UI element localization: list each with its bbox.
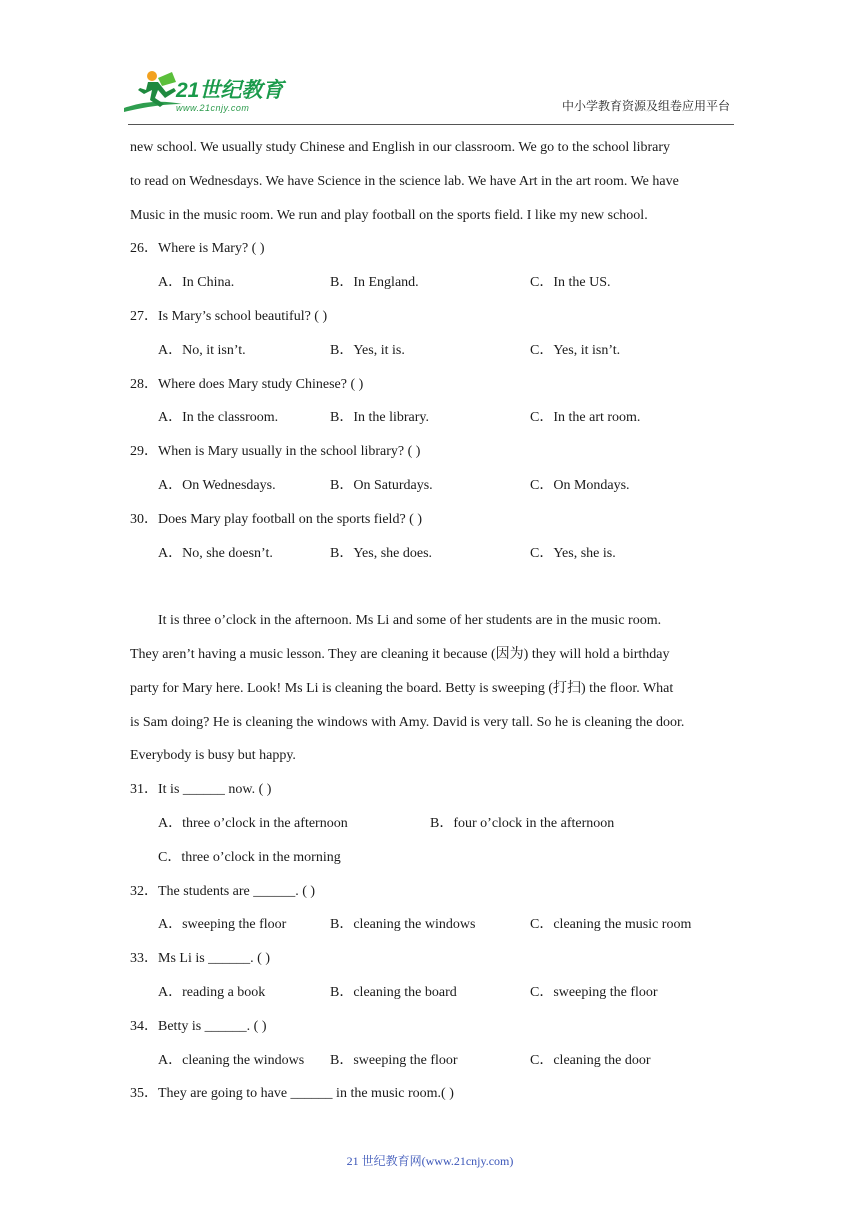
question-28: 28．Where does Mary study Chinese? ( ) xyxy=(130,376,364,392)
question-31-options-row-1 xyxy=(130,807,736,841)
option-b: B．cleaning the windows xyxy=(330,917,476,933)
option-a: A．On Wednesdays. xyxy=(158,477,276,493)
option-b: B．In England. xyxy=(330,275,419,291)
question-27-options xyxy=(130,334,736,368)
option-a: A．reading a book xyxy=(158,984,266,1000)
option-b: B．cleaning the board xyxy=(330,984,457,1000)
passage-1-line-3: Music in the music room. We run and play football on the sports field. I like my new school. xyxy=(130,207,648,223)
option-a: A．No, it isn’t. xyxy=(158,342,246,358)
option-b: B．In the library. xyxy=(330,410,430,426)
question-32: 32．The students are ______. ( ) xyxy=(130,883,316,899)
question-31: 31．It is ______ now. ( ) xyxy=(130,782,272,798)
passage-2-line-3: party for Mary here. Look! Ms Li is cleaning the board. Betty is sweeping (打扫) the floor. What xyxy=(130,680,674,696)
question-34-options xyxy=(130,1044,736,1078)
option-c: C．three o’clock in the morning xyxy=(158,849,341,865)
question-26: 26．Where is Mary? ( ) xyxy=(130,241,265,257)
question-30-options xyxy=(130,537,736,571)
option-c: C．cleaning the door xyxy=(530,1052,651,1068)
passage-2-line-1: It is three o’clock in the afternoon. Ms Li and some of her students are in the music room. xyxy=(158,613,662,629)
option-c: C．sweeping the floor xyxy=(530,984,658,1000)
question-26-options xyxy=(130,266,736,300)
passage-1-line-2: to read on Wednesdays. We have Science in the science lab. We have Art in the art room. We have xyxy=(130,173,679,189)
option-a: A．No, she doesn’t. xyxy=(158,545,273,561)
option-c: C．Yes, she is. xyxy=(530,545,616,561)
passage-2-line-2: They aren’t having a music lesson. They are cleaning it because (因为) they will hold a birthday xyxy=(130,646,670,662)
option-c: C．On Mondays. xyxy=(530,477,630,493)
question-31-options-row-2 xyxy=(130,841,736,875)
logo-text: 21世纪教育 xyxy=(176,79,284,102)
option-a: A．three o’clock in the afternoon xyxy=(158,815,348,831)
page-footer: 21 世纪教育网(www.21cnjy.com) xyxy=(346,1154,514,1168)
question-33: 33．Ms Li is ______. ( ) xyxy=(130,951,270,967)
passage-1-line-1: new school. We usually study Chinese and English in our classroom. We go to the school library xyxy=(130,140,671,155)
header-divider xyxy=(128,124,734,125)
option-b: B．four o’clock in the afternoon xyxy=(430,815,615,831)
page-header xyxy=(0,0,860,125)
header-platform-text: 中小学教育资源及组卷应用平台 xyxy=(561,99,730,113)
question-34: 34．Betty is ______. ( ) xyxy=(130,1018,267,1034)
document-body xyxy=(130,131,736,1111)
option-c: C．In the art room. xyxy=(530,410,641,426)
option-b: B．sweeping the floor xyxy=(330,1052,458,1068)
option-c: C．cleaning the music room xyxy=(530,917,692,933)
option-c: C．Yes, it isn’t. xyxy=(530,342,621,358)
question-32-options xyxy=(130,908,736,942)
question-29-options xyxy=(130,469,736,503)
option-c: C．In the US. xyxy=(530,275,611,291)
option-b: B．Yes, she does. xyxy=(330,545,433,561)
option-a: A．cleaning the windows xyxy=(158,1052,305,1068)
option-b: B．On Saturdays. xyxy=(330,477,433,493)
question-29: 29．When is Mary usually in the school library? ( ) xyxy=(130,444,421,460)
question-28-options xyxy=(130,401,736,435)
question-33-options xyxy=(130,976,736,1010)
passage-2-line-4: is Sam doing? He is cleaning the windows with Amy. David is very tall. So he is cleaning the door. xyxy=(130,714,685,730)
option-a: A．In China. xyxy=(158,275,235,291)
question-35: 35．They are going to have ______ in the music room.( ) xyxy=(130,1086,454,1102)
question-30: 30．Does Mary play football on the sports field? ( ) xyxy=(130,511,422,527)
logo-subtext: www.21cnjy.com xyxy=(176,103,250,113)
section-spacer xyxy=(130,570,736,604)
option-a: A．sweeping the floor xyxy=(158,917,287,933)
passage-2-line-5: Everybody is busy but happy. xyxy=(130,748,296,764)
option-b: B．Yes, it is. xyxy=(330,342,405,358)
option-a: A．In the classroom. xyxy=(158,410,279,426)
question-27: 27．Is Mary’s school beautiful? ( ) xyxy=(130,308,328,324)
